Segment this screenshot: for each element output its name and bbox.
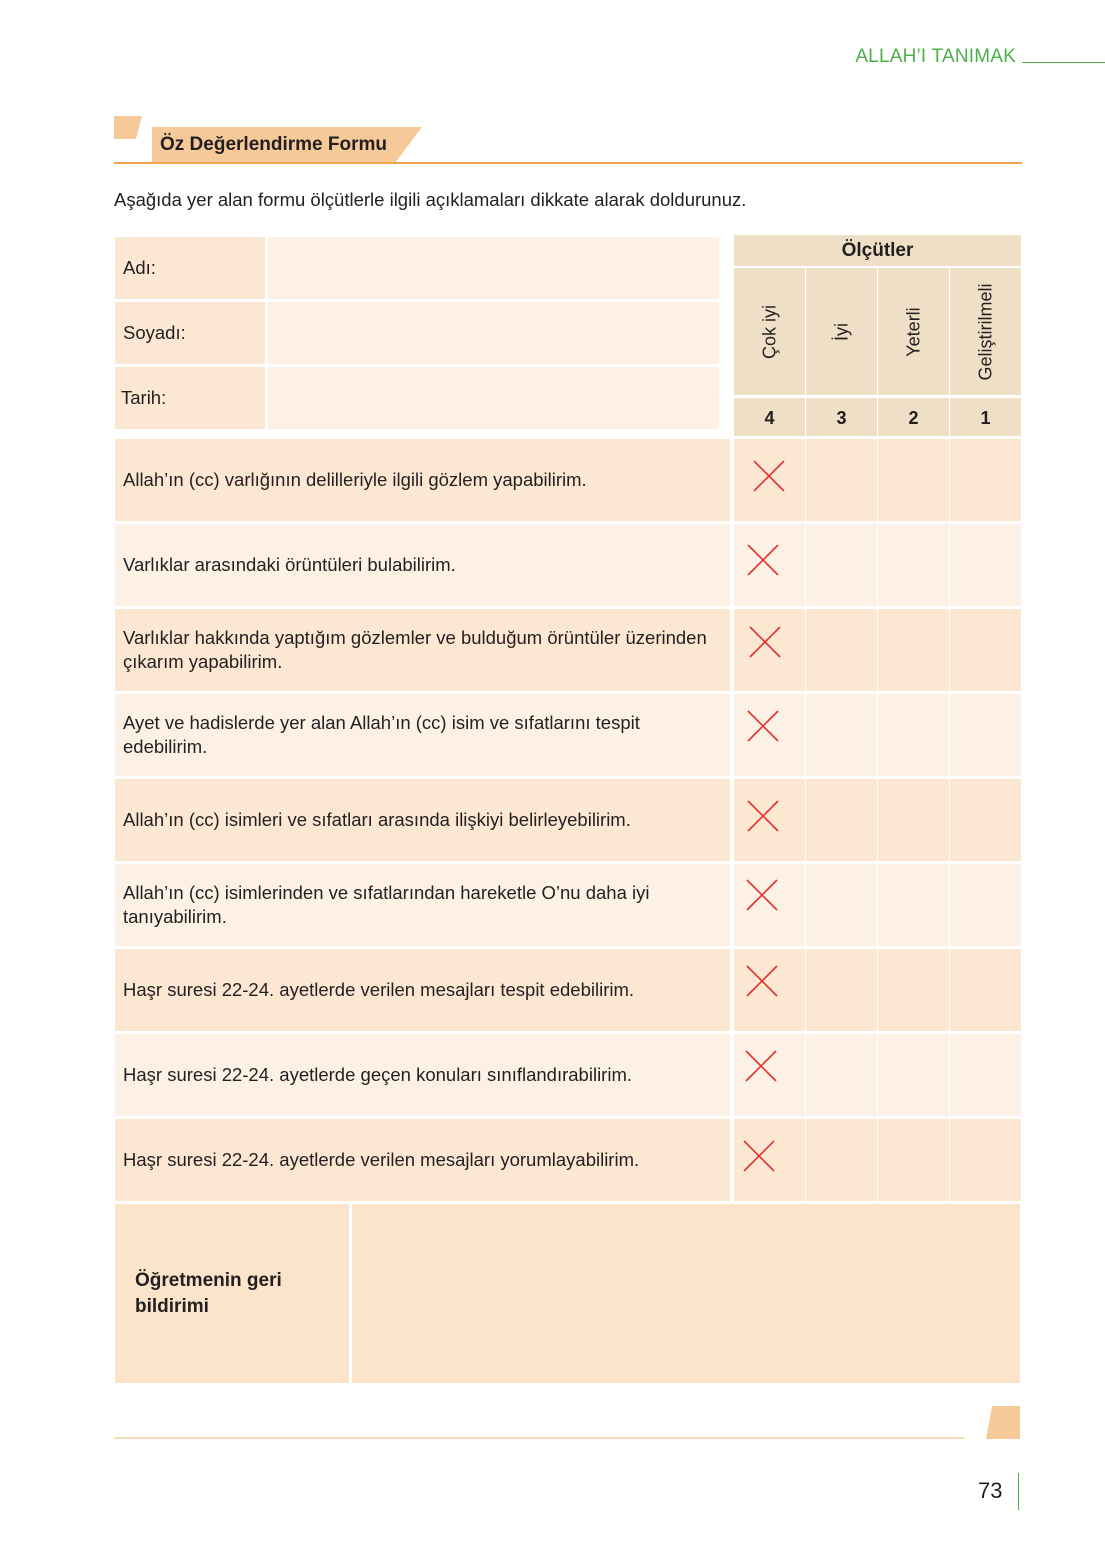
rating-cell-score-1[interactable]: [950, 779, 1021, 861]
criteria-level-3-label: İyi: [831, 322, 851, 341]
rating-cell-score-1[interactable]: [950, 694, 1021, 776]
rating-cell-score-3[interactable]: [806, 864, 877, 946]
surname-field[interactable]: [268, 302, 719, 364]
info-label-surname: Soyadı:: [123, 322, 186, 343]
feedback-label: Öğretmenin geri bildirimi: [135, 1270, 282, 1317]
table-row: [115, 524, 730, 606]
criteria-score-4: 4: [734, 398, 805, 436]
table-row: [115, 779, 730, 861]
rating-cell-score-1[interactable]: [950, 949, 1021, 1031]
cross-mark-icon: [734, 1034, 805, 1116]
rating-cell-score-4[interactable]: [734, 439, 805, 521]
rating-cell-score-2[interactable]: [878, 439, 949, 521]
criteria-score-2: 2: [878, 398, 949, 436]
rating-cell-score-3[interactable]: [806, 779, 877, 861]
table-row: [115, 1034, 730, 1116]
row-statement: Haşr suresi 22-24. ayetlerde verilen mesajları tespit edebilirim.: [123, 979, 635, 1000]
rating-cell-score-2[interactable]: [878, 524, 949, 606]
cross-mark-icon: [734, 524, 805, 606]
chapter-rule: [1022, 62, 1105, 63]
chapter-title: ALLAH’I TANIMAK: [855, 46, 1016, 67]
criteria-level-2-label: Yeterli: [903, 306, 923, 357]
rating-cell-score-1[interactable]: [950, 609, 1021, 691]
criteria-title: Ölçütler: [734, 235, 1021, 266]
rating-cell-score-2[interactable]: [878, 779, 949, 861]
row-statement: Allah’ın (cc) isimleri ve sıfatları arasında ilişkiyi belirleyebilirim.: [123, 809, 631, 830]
rating-cell-score-2[interactable]: [878, 609, 949, 691]
date-field[interactable]: [268, 367, 719, 429]
table-row: [115, 694, 730, 776]
rating-cell-score-3[interactable]: [806, 524, 877, 606]
criteria-score-1: 1: [950, 398, 1021, 436]
criteria-level-4-header: [734, 268, 805, 395]
criteria-level-4-label: Çok iyi: [759, 304, 779, 359]
cross-mark-icon: [734, 779, 805, 861]
rating-cell-score-3[interactable]: [806, 949, 877, 1031]
criteria-level-2-header: [878, 268, 949, 395]
rating-cell-score-4[interactable]: [734, 524, 805, 606]
criteria-level-1-header: [950, 268, 1021, 395]
row-statement: Varlıklar arasındaki örüntüleri bulabilirim.: [123, 554, 456, 575]
rating-cell-score-4[interactable]: [734, 1119, 805, 1201]
rating-cell-score-1[interactable]: [950, 1119, 1021, 1201]
row-statement: Ayet ve hadislerde yer alan Allah’ın (cc) isim ve sıfatlarını tespit edebilirim.: [123, 712, 640, 757]
rating-cell-score-4[interactable]: [734, 694, 805, 776]
info-label-name: Adı:: [123, 257, 156, 278]
rating-cell-score-2[interactable]: [878, 1119, 949, 1201]
rating-cell-score-4[interactable]: [734, 609, 805, 691]
rating-cell-score-3[interactable]: [806, 609, 877, 691]
rating-cell-score-4[interactable]: [734, 949, 805, 1031]
rating-cell-score-4[interactable]: [734, 779, 805, 861]
rating-cell-score-3[interactable]: [806, 439, 877, 521]
row-statement: Haşr suresi 22-24. ayetlerde geçen konuları sınıflandırabilirim.: [123, 1064, 632, 1085]
rating-cell-score-2[interactable]: [878, 694, 949, 776]
rating-cell-score-1[interactable]: [950, 864, 1021, 946]
row-statement: Allah’ın (cc) isimlerinden ve sıfatlarından hareketle O’nu daha iyi tanıyabilirim.: [123, 882, 650, 927]
row-statement: Varlıklar hakkında yaptığım gözlemler ve bulduğum örüntüler üzerinden çıkarım yapabilirim.: [123, 627, 707, 672]
footer-tab-decoration: [986, 1406, 1020, 1439]
table-row: [115, 1119, 730, 1201]
info-label-cell-name: [115, 237, 265, 299]
rating-cell-score-1[interactable]: [950, 1034, 1021, 1116]
rating-cell-score-3[interactable]: [806, 1034, 877, 1116]
rating-cell-score-4[interactable]: [734, 864, 805, 946]
cross-mark-icon: [734, 864, 805, 946]
info-label-cell-surname: [115, 302, 265, 364]
cross-mark-icon: [734, 694, 805, 776]
rating-cell-score-2[interactable]: [878, 864, 949, 946]
info-label-date: Tarih:: [121, 387, 167, 408]
title-underline: [114, 162, 1022, 164]
rating-cell-score-1[interactable]: [950, 524, 1021, 606]
criteria-level-3-header: [806, 268, 877, 395]
criteria-level-1-label: Geliştirilmeli: [975, 282, 995, 381]
feedback-field[interactable]: [352, 1204, 1020, 1383]
section-title: Öz Değerlendirme Formu: [160, 134, 387, 155]
table-row: [115, 439, 730, 521]
criteria-score-3: 3: [806, 398, 877, 436]
cross-mark-icon: [734, 609, 805, 691]
rating-cell-score-4[interactable]: [734, 1034, 805, 1116]
rating-cell-score-1[interactable]: [950, 439, 1021, 521]
cross-mark-icon: [734, 1119, 805, 1201]
row-statement: Haşr suresi 22-24. ayetlerde verilen mesajları yorumlayabilirim.: [123, 1149, 640, 1170]
page-number-rule: [1018, 1473, 1019, 1510]
cross-mark-icon: [734, 439, 805, 521]
row-statement: Allah’ın (cc) varlığının delilleriyle ilgili gözlem yapabilirim.: [123, 469, 587, 490]
name-field[interactable]: [268, 237, 719, 299]
info-label-cell-date: [115, 367, 265, 429]
page-number: 73: [978, 1478, 1003, 1503]
table-row: [115, 609, 730, 691]
cross-mark-icon: [734, 949, 805, 1031]
feedback-label-cell: [115, 1204, 349, 1383]
instruction-text: Aşağıda yer alan formu ölçütlerle ilgili açıklamaları dikkate alarak doldurunuz.: [114, 189, 747, 210]
rating-cell-score-3[interactable]: [806, 1119, 877, 1201]
table-row: [115, 949, 730, 1031]
rating-cell-score-3[interactable]: [806, 694, 877, 776]
rating-cell-score-2[interactable]: [878, 949, 949, 1031]
table-row: [115, 864, 730, 946]
title-tab-decoration: [114, 116, 142, 139]
footer-rule: [114, 1437, 964, 1439]
rating-cell-score-2[interactable]: [878, 1034, 949, 1116]
